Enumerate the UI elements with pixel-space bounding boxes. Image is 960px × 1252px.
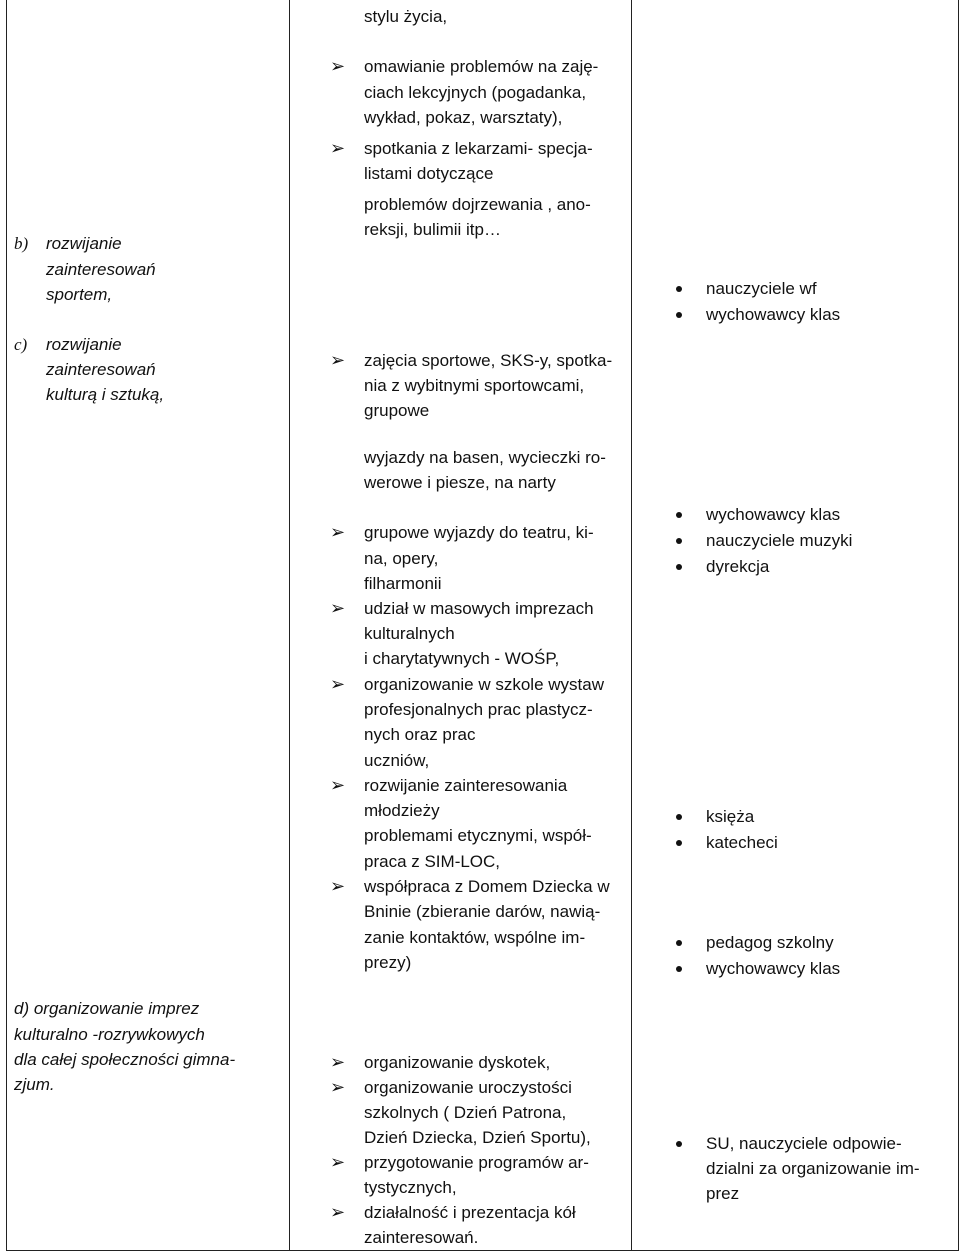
activity-8-line-4: prezy) bbox=[364, 953, 412, 972]
activity-7-line-3: problemami etycznymi, współ- bbox=[364, 826, 592, 845]
activity-10-line-2: szkolnych ( Dzień Patrona, bbox=[364, 1103, 567, 1122]
activity-11-line-2: tystycznych, bbox=[364, 1178, 457, 1197]
bullet-icon bbox=[676, 564, 682, 570]
table-border-left bbox=[6, 0, 7, 1251]
responsible-3-1: księża bbox=[706, 807, 755, 826]
bullet-icon bbox=[676, 940, 682, 946]
activity-8-line-3: zanie kontaktów, wspólne im- bbox=[364, 928, 586, 947]
arrow-bullet-icon: ➢ bbox=[330, 56, 346, 77]
activity-7-line-2: młodzieży bbox=[364, 801, 440, 820]
arrow-bullet-icon: ➢ bbox=[330, 138, 346, 159]
activity-12-line-1: działalność i prezentacja kół bbox=[364, 1203, 576, 1222]
item-c-line-2: zainteresowań bbox=[46, 360, 156, 379]
arrow-bullet-icon: ➢ bbox=[330, 598, 346, 619]
arrow-bullet-icon: ➢ bbox=[330, 1202, 346, 1223]
activity-1-line-1: omawianie problemów na zaję- bbox=[364, 57, 599, 76]
responsible-2-2: nauczyciele muzyki bbox=[706, 531, 853, 550]
arrow-bullet-icon: ➢ bbox=[330, 1052, 346, 1073]
activity-3-line-3: grupowe bbox=[364, 401, 430, 420]
bullet-icon bbox=[676, 1141, 682, 1147]
arrow-bullet-icon: ➢ bbox=[330, 775, 346, 796]
bullet-icon bbox=[676, 512, 682, 518]
item-c-line-1: rozwijanie bbox=[46, 335, 122, 354]
activity-12-line-2: zainteresowań. bbox=[364, 1228, 479, 1247]
arrow-bullet-icon: ➢ bbox=[330, 876, 346, 897]
item-c-marker: c) bbox=[14, 335, 28, 354]
arrow-bullet-icon: ➢ bbox=[330, 1077, 346, 1098]
activity-5-line-3: i charytatywnych - WOŚP, bbox=[364, 649, 560, 668]
table-border-col2 bbox=[631, 0, 632, 1251]
responsible-5-1: SU, nauczyciele odpowie- bbox=[706, 1134, 902, 1153]
bullet-icon bbox=[676, 312, 682, 318]
arrow-bullet-icon: ➢ bbox=[330, 1152, 346, 1173]
activity-10-line-3: Dzień Dziecka, Dzień Sportu), bbox=[364, 1128, 591, 1147]
responsible-1-2: wychowawcy klas bbox=[706, 305, 841, 324]
responsible-1-1: nauczyciele wf bbox=[706, 279, 817, 298]
item-d-line-1: d) organizowanie imprez bbox=[14, 999, 200, 1018]
activity-6-line-1: organizowanie w szkole wystaw bbox=[364, 675, 604, 694]
item-b-marker: b) bbox=[14, 234, 29, 253]
activity-4-line-2: na, opery, bbox=[364, 549, 439, 568]
responsible-4-2: wychowawcy klas bbox=[706, 959, 841, 978]
table-border-col1 bbox=[289, 0, 290, 1251]
bullet-icon bbox=[676, 814, 682, 820]
arrow-bullet-icon: ➢ bbox=[330, 674, 346, 695]
table-border-bottom bbox=[6, 1250, 959, 1251]
activity-3-line-1: zajęcia sportowe, SKS-y, spotka- bbox=[364, 351, 613, 370]
activity-top-line: stylu życia, bbox=[364, 7, 448, 26]
item-c-line-3: kulturą i sztuką, bbox=[46, 385, 165, 404]
activity-2-cont-2: reksji, bulimii itp… bbox=[364, 220, 501, 239]
activity-9-line-1: organizowanie dyskotek, bbox=[364, 1053, 551, 1072]
activity-6-line-4: uczniów, bbox=[364, 751, 430, 770]
activity-5-line-1: udział w masowych imprezach bbox=[364, 599, 594, 618]
activity-7-line-4: praca z SIM-LOC, bbox=[364, 852, 501, 871]
bullet-icon bbox=[676, 538, 682, 544]
activity-3-cont-2: werowe i piesze, na narty bbox=[364, 473, 556, 492]
activity-8-line-2: Bninie (zbieranie darów, nawią- bbox=[364, 902, 601, 921]
item-b-line-1: rozwijanie bbox=[46, 234, 122, 253]
item-d-line-3: dla całej społeczności gimna- bbox=[14, 1050, 236, 1069]
activity-6-line-3: nych oraz prac bbox=[364, 725, 476, 744]
bullet-icon bbox=[676, 286, 682, 292]
bullet-icon bbox=[676, 840, 682, 846]
activity-8-line-1: współpraca z Domem Dziecka w bbox=[364, 877, 610, 896]
activity-6-line-2: profesjonalnych prac plastycz- bbox=[364, 700, 593, 719]
activity-1-line-3: wykład, pokaz, warsztaty), bbox=[364, 108, 563, 127]
activity-10-line-1: organizowanie uroczystości bbox=[364, 1078, 572, 1097]
activity-3-cont-1: wyjazdy na basen, wycieczki ro- bbox=[364, 448, 606, 467]
bullet-icon bbox=[676, 966, 682, 972]
activity-3-line-2: nia z wybitnymi sportowcami, bbox=[364, 376, 585, 395]
table-border-right bbox=[958, 0, 959, 1251]
activity-7-line-1: rozwijanie zainteresowania bbox=[364, 776, 568, 795]
responsible-5-2: dzialni za organizowanie im- bbox=[706, 1159, 920, 1178]
responsible-2-3: dyrekcja bbox=[706, 557, 770, 576]
activity-4-line-1: grupowe wyjazdy do teatru, ki- bbox=[364, 523, 594, 542]
activity-4-line-3: filharmonii bbox=[364, 574, 442, 593]
activity-2-line-1: spotkania z lekarzami- specja- bbox=[364, 139, 593, 158]
item-d-line-4: zjum. bbox=[14, 1075, 55, 1094]
responsible-3-2: katecheci bbox=[706, 833, 778, 852]
activity-2-line-2: listami dotyczące bbox=[364, 164, 494, 183]
responsible-5-3: prez bbox=[706, 1184, 740, 1203]
activity-5-line-2: kulturalnych bbox=[364, 624, 455, 643]
item-b-line-2: zainteresowań bbox=[46, 260, 156, 279]
item-d-line-2: kulturalno -rozrywkowych bbox=[14, 1025, 205, 1044]
arrow-bullet-icon: ➢ bbox=[330, 522, 346, 543]
arrow-bullet-icon: ➢ bbox=[330, 350, 346, 371]
responsible-4-1: pedagog szkolny bbox=[706, 933, 834, 952]
responsible-2-1: wychowawcy klas bbox=[706, 505, 841, 524]
activity-11-line-1: przygotowanie programów ar- bbox=[364, 1153, 589, 1172]
activity-1-line-2: ciach lekcyjnych (pogadanka, bbox=[364, 83, 587, 102]
activity-2-cont-1: problemów dojrzewania , ano- bbox=[364, 195, 591, 214]
item-b-line-3: sportem, bbox=[46, 285, 113, 304]
